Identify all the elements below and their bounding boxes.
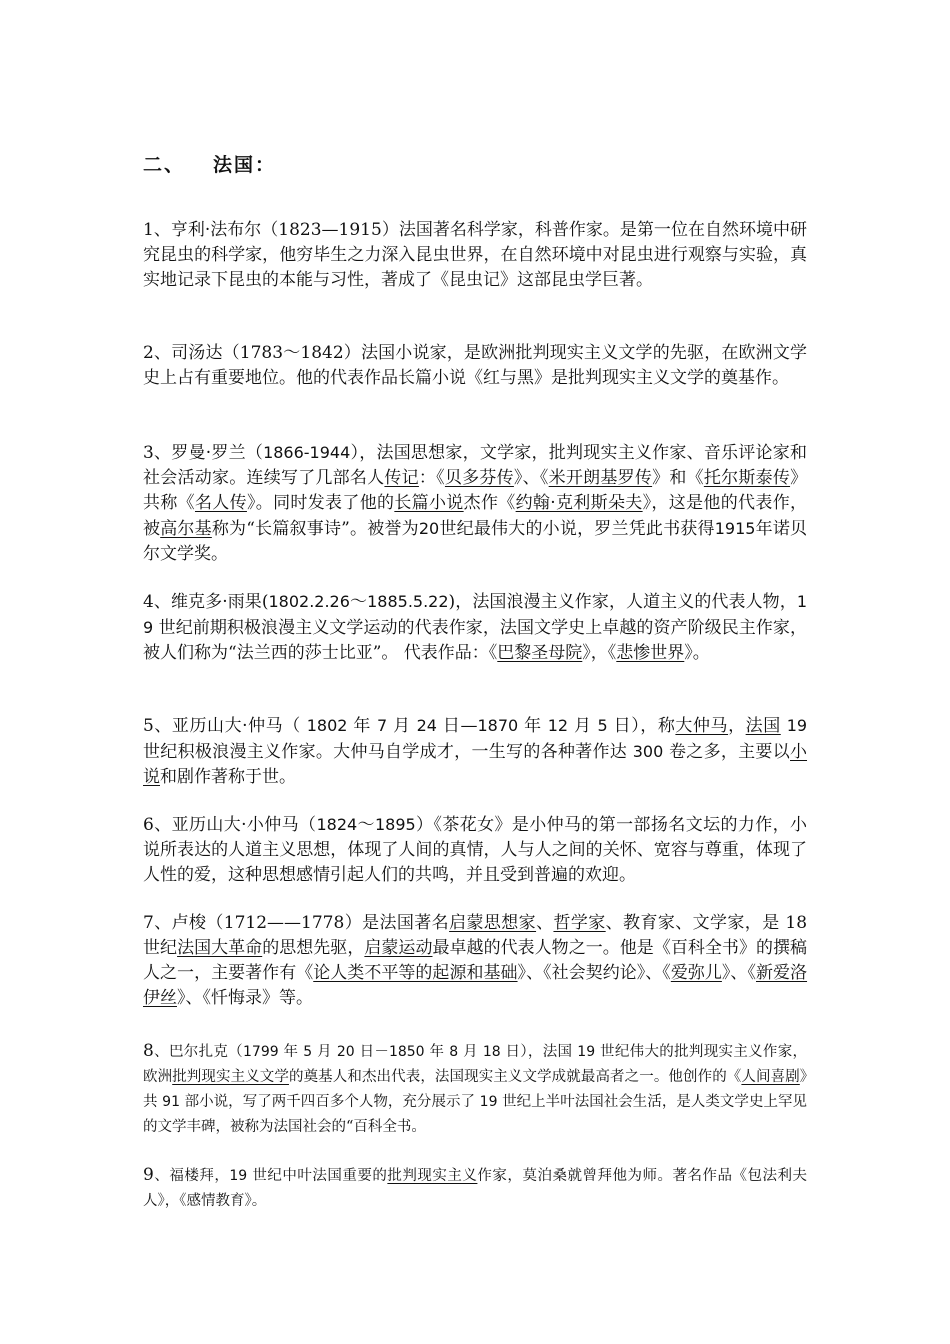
text-run: 月 <box>387 716 417 736</box>
number-text: 24 <box>416 716 437 735</box>
text-run: 年 <box>518 716 548 736</box>
text-run: 、 <box>536 913 554 933</box>
number-text: 19 <box>577 1044 596 1060</box>
text-run: 和剧作著称于世。 <box>160 767 296 787</box>
underlined-term: 托尔斯泰传 <box>703 468 791 488</box>
text-run: )，法国浪漫主义作家，人道主义的代表人物， <box>448 592 797 612</box>
underlined-term: 传记 <box>384 468 419 488</box>
underlined-term: 约翰·克利斯朵夫 <box>515 493 643 513</box>
text-run: 世纪积极浪漫主义作家。大仲马自学成才，一生写的各种著作达 <box>143 742 633 762</box>
number-text: 1802.2.26 <box>268 592 350 611</box>
underlined-term: 新爱洛伊丝 <box>143 963 808 1008</box>
underlined-term: 批判现实主义 <box>387 1168 478 1184</box>
entry-stendhal <box>143 341 807 391</box>
entry-number: 8 <box>143 1041 154 1061</box>
underlined-term: 悲惨世界 <box>616 643 685 663</box>
number-text: 1824 <box>316 815 358 834</box>
text-run: ， <box>728 716 746 736</box>
text-run: ～ <box>349 592 368 612</box>
text-run: 世纪前期积极浪漫主义文学运动的代表作家，法国文学史上卓越的资产阶级民主作家，被人们称为“法兰西的莎士比亚”。 代表作品：《 <box>143 618 807 663</box>
entry-flaubert <box>143 1163 807 1214</box>
text-run: 年 <box>278 1044 304 1060</box>
underlined-term: 爱弥儿 <box>670 963 722 983</box>
text-run: 最卓越的代表人物之一。他是《百科全书》的撰稿人之一，主要著作有《 <box>143 938 808 983</box>
entry-rousseau <box>143 911 807 1011</box>
underlined-term: 哲学家 <box>553 913 606 933</box>
entry-romain-rolland <box>143 440 807 567</box>
underlined-term: 法国 <box>745 716 781 736</box>
text-run: 》、《 <box>513 468 549 488</box>
section-heading <box>143 150 276 177</box>
text-run: 1、亨利·法布尔（1823—1915）法国著名科学家，科普作家。是第一位在自然环境中研究昆虫的科学家，他穷毕生之力深入昆虫世界，在自然环境中对昆虫进行观察与实验，真实地记录下昆虫的本能与习性，著成了《昆虫记》这部昆虫学巨著。 <box>143 220 807 290</box>
text-run: 》。 <box>684 643 710 663</box>
text-run: 作家，莫泊桑就曾拜他为师。著名作品《包法利夫人》，《感情教育》。 <box>143 1168 808 1209</box>
number-text: 20 <box>418 519 440 538</box>
number-text: 18 <box>482 1044 501 1060</box>
number-text: 1799 <box>243 1044 279 1060</box>
underlined-term: 人间喜剧 <box>741 1069 800 1085</box>
number-text: 5 <box>303 1044 313 1060</box>
number-text: 91 <box>162 1094 180 1110</box>
text-run: 日－ <box>354 1044 389 1060</box>
entry-number: 9 <box>143 1165 154 1185</box>
text-run: 世纪中叶法国重要的 <box>247 1168 388 1184</box>
text-run: 月 <box>458 1044 483 1060</box>
text-run: 月 <box>568 716 598 736</box>
number-text: 19 <box>479 1094 498 1110</box>
text-run: 世纪上半叶法国社会生活，是人类文学史上罕见的文学丰碑，被称为法国社会的“百科全书。 <box>143 1094 808 1135</box>
underlined-term: 长篇小说 <box>394 493 464 513</box>
text-run: 称为“长篇叙事诗”。被誉为 <box>211 519 419 539</box>
text-run: 日），称 <box>607 716 676 736</box>
underlined-term: 贝多芬传 <box>444 468 514 488</box>
text-run: 、教育家、文学家，是 18 世纪 <box>143 913 808 958</box>
section-number: 二、 <box>143 154 186 176</box>
text-run: 》、《忏悔录》等。 <box>177 988 313 1008</box>
text-run: 的奠基人和杰出代表，法国现实主义文学成就最高者之一。他创作的《 <box>288 1069 742 1085</box>
text-run: 6、亚历山大·小仲马（ <box>143 815 317 835</box>
text-run: 2、司汤达（1783～1842）法国小说家，是欧洲批判现实主义文学的先驱，在欧洲文学史上占有重要地位。他的代表作品长篇小说《红与黑》是批判现实主义文学的奠基作。 <box>143 343 807 388</box>
text-run: 年诺贝尔文学奖。 <box>143 519 808 564</box>
text-run: 年 <box>347 716 377 736</box>
text-run: 世纪伟大的批判现实主义作家，欧洲 <box>143 1044 808 1085</box>
text-run: 7、卢梭（1712——1778）是法国著名 <box>143 913 450 933</box>
section-title: 法国： <box>213 154 277 176</box>
number-text: 19 <box>786 716 808 735</box>
text-run: 部小说，写了两千四百多个人物，充分展示了 <box>179 1094 480 1110</box>
number-text: 19 <box>143 592 808 637</box>
text-run: 世纪最伟大的小说，罗兰凭此书获得 <box>439 519 715 539</box>
underlined-term: 小说 <box>143 742 808 787</box>
text-run: 3、罗曼·罗兰（ <box>143 443 264 463</box>
text-run: ）《茶花女》是小仲马的第一部扬名文坛的力作，小说所表达的人道主义思想，体现了人间的真情，人与人之间的关怀、宽容与尊重，体现了人性的爱，这种思想感情引起人们的共鸣，并且受到普遍的欢迎。 <box>143 815 808 885</box>
text-run: 5、亚历山大·仲马（ <box>143 716 307 736</box>
number-text: 8 <box>449 1044 459 1060</box>
text-run: 》和《 <box>652 468 704 488</box>
underlined-term: 启蒙运动 <box>364 938 433 958</box>
number-text: 19 <box>229 1168 248 1184</box>
number-text: 1895 <box>374 815 416 834</box>
text-run: 日— <box>436 716 478 736</box>
underlined-term: 米开朗基罗传 <box>548 468 653 488</box>
number-text: 1802 <box>306 716 348 735</box>
number-text: 1870 <box>477 716 519 735</box>
entry-balzac <box>143 1039 807 1140</box>
entry-dumas-pere <box>143 713 807 790</box>
entry-dumas-fils <box>143 812 807 888</box>
text-run: 、巴尔扎克（ <box>153 1044 243 1060</box>
underlined-term: 高尔基 <box>160 519 212 539</box>
number-text: 12 <box>547 716 569 735</box>
number-text: 5 <box>597 716 608 735</box>
number-text: 1866-1944 <box>263 443 351 462</box>
number-text: 1885.5.22 <box>367 592 449 611</box>
text-run: 》。同时发表了他的 <box>246 493 395 513</box>
number-text: 1850 <box>388 1044 425 1060</box>
text-run: 》、《 <box>721 963 756 983</box>
entry-fabre <box>143 218 807 293</box>
number-text: 300 <box>632 742 664 761</box>
number-text: 1915 <box>714 519 756 538</box>
text-run: 》、《社会契约论》、《 <box>517 963 671 983</box>
text-run: 月 <box>312 1044 337 1060</box>
text-run: 杰作《 <box>463 493 516 513</box>
text-run: 》共 <box>143 1069 808 1110</box>
number-text: 7 <box>376 716 388 735</box>
text-run: ），法国思想家，文学家，批判现实主义作家、音乐评论家和社会活动家。连续写了几部名人 <box>143 443 807 488</box>
entry-victor-hugo <box>143 589 807 666</box>
number-text: 20 <box>336 1044 355 1060</box>
text-run: 4、维克多·雨果( <box>143 592 269 612</box>
underlined-term: 启蒙思想家 <box>449 913 537 933</box>
text-run: 卷之多，主要以 <box>663 742 791 762</box>
text-run: 》，《 <box>582 643 617 663</box>
underlined-term: 名人传 <box>194 493 247 513</box>
underlined-term: 批判现实主义文学 <box>172 1069 289 1085</box>
text-run: 的思想先驱， <box>262 938 365 958</box>
text-run: 》共称《 <box>143 468 808 513</box>
underlined-term: 巴黎圣母院 <box>497 643 583 663</box>
text-run: ：《 <box>418 468 445 488</box>
underlined-term: 法国大革命 <box>177 938 263 958</box>
text-run: 、福楼拜， <box>153 1168 230 1184</box>
underlined-term: 大仲马 <box>675 716 729 736</box>
text-run: 年 <box>424 1044 450 1060</box>
underlined-term: 论人类不平等的起源和基础 <box>313 963 518 983</box>
text-run: ～ <box>357 815 375 835</box>
text-run: 日），法国 <box>500 1044 578 1060</box>
text-run: 》，这是他的代表作，被 <box>143 493 808 539</box>
